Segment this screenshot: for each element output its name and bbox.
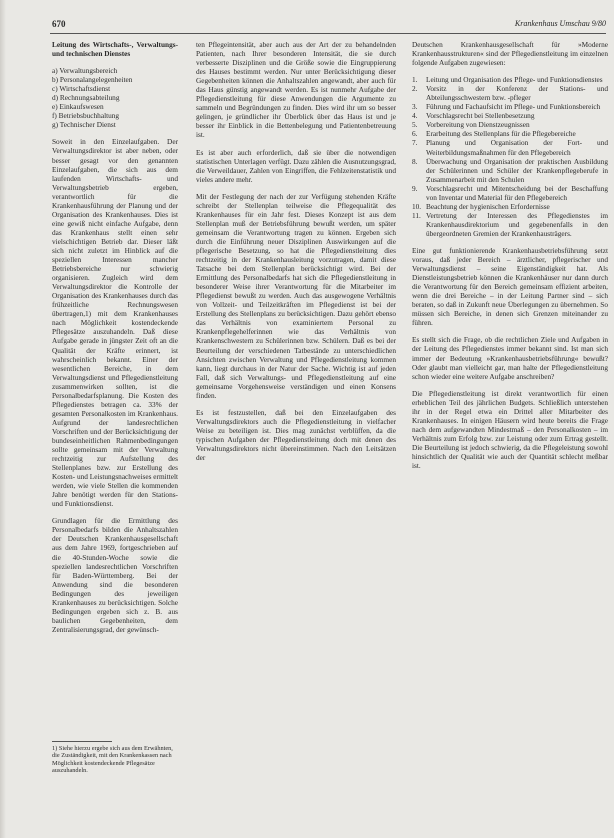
list-item: a) Verwaltungsbereich <box>52 66 118 76</box>
footnote-rule <box>52 741 112 742</box>
running-head: Krankenhaus Umschau 9/80 <box>514 19 606 28</box>
list-item: e) Einkaufswesen <box>52 102 104 112</box>
list-item: 7. Planung und Organisation der Fort- und Weiterbildungsmaßnahmen für den Pflegebereich <box>412 138 608 157</box>
paragraph: Soweit in den Einzelaufgaben. Der Verwaltungsdirektor ist aber neben, oder besser gesagt vor den genannten Einzelaufgaben, die sich aus dem laufenden Wirtschafts- und Verwaltungsbetrieb ergeben, verantwortlich für die Krankenhausführung der Planung und der Organisation des Krankenhauses. Dies ist eine gewiß nicht einfache Aufgabe, denn das Krankenhaus stellt einen sehr vielschichtigen Betrieb dar. Dieser läßt sich nicht zuletzt im Hinblick auf die speziellen Interessen mancher Betriebsbereiche nur schwierig organisieren. Zugleich wird dem Verwaltungsdirektor die Kontrolle der Organisation des Krankenhauses durch das frühzeitliche Rechnungswesen übertragen,1) mit dem Krankenhauses nach Möglichkeit kostendeckende Pflegesätze auszuhandeln. Daß diese Aufgabe gerade in jüngster Zeit oft an die Qualität der Kräfte erinnert, ist wahrscheinlich bekannt. Einer der wesentlichen Bereiche, in dem Verwaltungsdienst und Pflegedienstleitung zusammenwirken sollten, ist die Personalbedarfsplanung. Die Kosten des Pflegedienstes betragen ca. 33% der gesamten Personalkosten im Krankenhaus. Aufgrund der landesrechtlichen Vorschriften und der Berücksichtigung der bundeseinheitlichen Rahmenbedingungen sollte gemeinsam mit der Verwaltung rechtzeitig zur Aufstellung des Stellenplanes bzw. zur Erstellung des Kosten- und Leistungsnachweises ermittelt werden, wie viele Stellen die kommenden Jahre benötigt werden für den Stations- und Funktionsdienst. <box>52 137 178 509</box>
list-item: 4. Vorschlagsrecht bei Stellenbesetzung <box>412 111 535 121</box>
list-item: 11. Vertretung der Interessen des Pflegedienstes im Krankenhausdirektorium und gegebenenfalls in den übergeordneten Gremien der Krankenhausträgers. <box>412 210 608 238</box>
list-item: b) Personalangelegenheiten <box>52 75 133 85</box>
list-item: 5. Vorbereitung von Dienstzeugnissen <box>412 120 530 130</box>
list-item: 10. Beachtung der hygienischen Erfordernisse <box>412 201 550 211</box>
paragraph: Die Pflegedienstleitung ist direkt verantwortlich für einen erheblichen Teil des jährlichen Budgets. Schließlich unterstehen ihr in der Regel etwa ein Drittel aller Mitarbeiter des Krankenhauses. In einigen Häusern wird heute bereits die Frage nach dem aufgewandten Mindestmaß – den Personalkosten – im Verhältnis zum Erfolg bzw. zur Leistung oder zum Ertrag gestellt. Die Beurteilung ist jedoch schwierig, da die Pflegeleistung sowohl hinsichtlich der Qualität wie auch der Quantität schlecht meßbar ist. <box>412 388 608 471</box>
column-left <box>52 40 178 642</box>
paragraph: Eine gut funktionierende Krankenhausbetriebsführung setzt voraus, daß jeder Bereich – ärztlicher, pflegerischer und Verwaltungsdienst – seine Eigenständigkeit hat. Als Dienstleistungsbetrieb können die Krankenhäuser nur dann durch die Verantwortung für den Bereich gemeinsam effizient arbeiten, wenn die drei Bereiche – in der Leitung Partner sind – sich beraten, so daß in Zukunft neue Überlegungen zu übernehmen. So müssen sich Bereiche, in denen sich Grenzen miteinander zu führen. <box>412 245 608 328</box>
list-item: d) Rechnungsabteilung <box>52 93 120 103</box>
paragraph: Deutschen Krankenhausgesellschaft für »Moderne Krankenhausstrukturen« sind der Pflegedienstleitung im einzelnen folgende Aufgaben zugewiesen: <box>412 40 608 68</box>
paragraph: Grundlagen für die Ermittlung des Personalbedarfs bilden die Anhaltszahlen der Deutschen Krankenhausgesellschaft aus dem Jahre 1969, fortgeschrieben auf die 40-Stunden-Woche sowie die speziellen landesrechtlichen Vorschriften für Baden-Württemberg. Bei der Anwendung sind die besonderen Bedingungen des jeweiligen Krankenhauses zu berücksichtigen. Solche Bedingungen ergeben sich z. B. aus baulichen Gegebenheiten, dem Zentralisierungsgrad, der gewünsch- <box>52 516 178 634</box>
list-item: 1. Leitung und Organisation des Pflege- und Funktionsdienstes <box>412 75 603 85</box>
list-item: 6. Erarbeitung des Stellenplans für die Pflegebereiche <box>412 129 576 139</box>
paragraph: Es ist aber auch erforderlich, daß sie über die notwendigen statistischen Unterlagen verfügt. Dazu zählen die Ausnutzungsgrad, die Verweildauer, Zahlen von Eingriffen, die Fehlzeitenstatistik und vieles andere mehr. <box>196 147 396 184</box>
department-list <box>52 66 178 129</box>
column-middle <box>196 40 396 470</box>
paragraph: ten Pflegeintensität, aber auch aus der Art der zu behandelnden Patienten, nach Ihrer besonderen Intensität, die sie durch verbesserte Disziplinen und die Größe sowie die Eingruppierung des Hauses bestimmt werden. Nur unter Berücksichtigung dieser Gegebenheiten können die Anhaltszahlen angewandt, aber auch für das Haus günstig angewandt werden. Es ist nunmehr Aufgabe der Pflegedienstleitung für diese Anwendungen die Argumente zu sammeln und Begründungen zu finden. Dies wird ihr um so besser gelingen, je gründlicher ihr Überblick über das Haus ist und je besser ihr Einblick in die Bettenbelegung und Patientenbetreuung ist. <box>196 40 396 140</box>
list-item: 9. Vorschlagsrecht und Mitentscheidung bei der Beschaffung von Inventar und Material für den Pflegebereich <box>412 183 608 202</box>
list-item: 3. Führung und Fachaufsicht im Pflege- und Funktionsbereich <box>412 102 601 112</box>
section-heading: Leitung des Wirtschafts-, Verwaltungs- und technischen Dienstes <box>52 40 178 59</box>
paragraph: Es ist festzustellen, daß bei den Einzelaufgaben des Verwaltungsdirektors auch die Pflegedienstleitung in vielfacher Weise zu beteiligen ist. Dies mag zunächst verblüffen, da die typischen Aufgaben der Pflegedienstleitung doch mit denen des Verwaltungsdirektors nicht übereinstimmen. Nach den Leitsätzen der <box>196 407 396 463</box>
list-item: f) Betriebsbuchhaltung <box>52 111 120 121</box>
paragraph: Mit der Festlegung der nach der zur Verfügung stehenden Kräfte schreibt der Stellenplan teilweise die Pflegequalität des Krankenhauses für ein Jahr fest. Dieses Konzept ist aus dem Stellenplan muß der Betriebsführung bewußt werden, um später gemeinsam die Verantwortung tragen zu können. Ergeben sich durch die Einführung neuer Disziplinen Auswirkungen auf die pflegerische Besetzung, so hat die Pflegedienstleitung dies rechtzeitig in der Krankenhausleitung vorzutragen, damit diese Tatsache bei dem Stellenplan berücksichtigt wird. Bei der Ermittlung des Personalbedarfs hat sich die Pflegedienstleitung in besonderer Weise ihrer Verantwortung für die Mitarbeiter im Pflegedienst bewußt zu werden. Auch das ausgewogene Verhältnis von Vollzeit- und Teilzeitkräften im Pflegedienst ist bei der Erstellung des Stellenplans zu berücksichtigen. Dazu gehört ebenso das Verhältnis von examiniertem Personal zu Krankenpflegehelferinnen wie das Verhältnis von Krankenschwestern zu Schülerinnen bzw. Schülern. Daß es bei der Beurteilung der verschiedenen Tatbestände zu unterschiedlichen Ansichten zwischen Verwaltung und Pflegedienstleitung kommen kann, liegt durchaus in der Natur der Sache. Wichtig ist auf jeden Fall, daß sich Verwaltungs- und Pflegedienstleitung auf eine gemeinsame Vorgehensweise verständigen und einen Konsens finden. <box>196 191 396 400</box>
list-item: 8. Überwachung und Organisation der praktischen Ausbildung der Schülerinnen und Schüler der Krankenpflegeberufe in Zusammenarbeit mit den Schulen <box>412 156 608 184</box>
paragraph: Es stellt sich die Frage, ob die rechtlichen Ziele und Aufgaben in der Leitung des Pflegedienstes immer bekannt sind. Ist man sich immer der Bedeutung »Krankenhausbetriebsführung« bewußt? Oder glaubt man vielleicht gar, man halte der Pflegedienstleitung schon wieder eine weitere Aufgabe anschreiben? <box>412 335 608 381</box>
list-item: c) Wirtschaftsdienst <box>52 84 111 94</box>
list-item: 2. Vorsitz in der Konferenz der Stations- und Abteilungsschwestern bzw. -pfleger <box>412 84 608 103</box>
column-right <box>412 40 608 478</box>
task-list <box>412 75 608 238</box>
page-number: 670 <box>52 19 66 29</box>
list-item: g) Technischer Dienst <box>52 120 116 130</box>
footnote: 1) Siehe hierzu ergebe sich aus dem Erwähnten, die Zuständigkeit, mit den Krankenkassen nach Möglichkeit kostendeckende Pflegesätze auszuhandeln. <box>52 745 173 775</box>
header-rule <box>50 33 606 34</box>
